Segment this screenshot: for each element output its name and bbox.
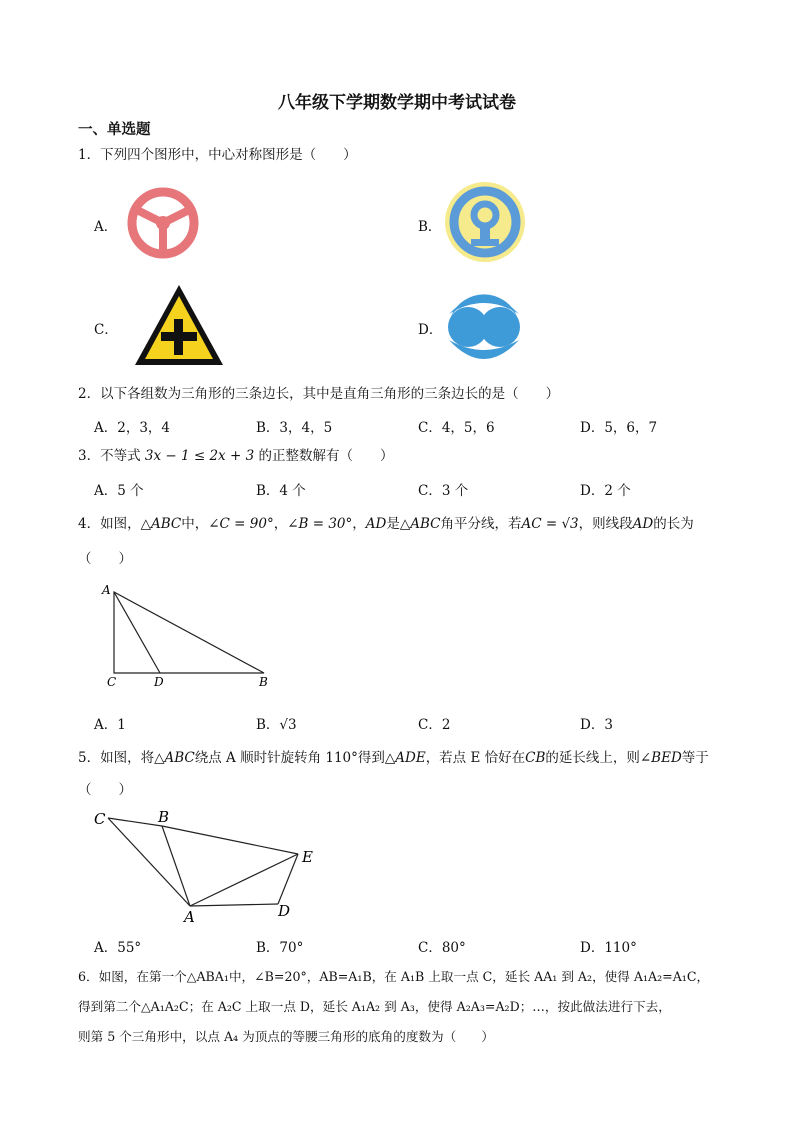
q4-text-part: ， <box>352 516 366 532</box>
q5-label-c: C <box>94 810 106 828</box>
warning-cross-sign-icon <box>133 283 225 367</box>
q2-option-a: A．2，3，4 <box>94 420 171 436</box>
q5-label-a: A <box>184 908 195 926</box>
q4-text-part: ， <box>273 516 288 532</box>
q4-label-a: A <box>102 583 111 597</box>
question-6-line-1: 6．如图，在第一个△ABA₁中，∠B=20°，AB=A₁B，在 A₁B 上取一点 C，延长 AA₁ 到 A₂，使得 A₁A₂=A₁C， <box>78 969 710 984</box>
q5-text-part: 5．如图，将 <box>78 750 155 766</box>
q2-option-b: B．3，4，5 <box>256 420 333 436</box>
q3-option-d: D．2 个 <box>580 483 631 499</box>
q5-text-part: 等于 <box>681 750 709 766</box>
railway-logo-icon <box>444 181 526 263</box>
q4-option-c: C．2 <box>418 717 451 733</box>
q2-option-d: D．5，6，7 <box>580 420 658 436</box>
section-heading: 一、单选题 <box>78 122 151 138</box>
question-2-text: 2．以下各组数为三角形的三条边长，其中是直角三角形的三条边长的是（ ） <box>78 386 560 402</box>
question-6-line-2: 得到第二个△A₁A₂C；在 A₂C 上取一点 D，延长 A₁A₂ 到 A₃，使得 A₂A₃=A₂D；…，按此做法进行下去， <box>78 999 671 1014</box>
q4-label-d: D <box>154 675 164 689</box>
blue-swirl-logo-icon <box>443 286 525 366</box>
question-5-blank: （ ） <box>78 782 132 798</box>
q4-ac-value: AC = √3 <box>521 516 579 532</box>
q5-triangle-ade: △ADE <box>384 750 426 766</box>
q5-text-part: 的延长线上，则 <box>545 750 640 766</box>
question-6-line-3: 则第 5 个三角形中，以点 A₄ 为顶点的等腰三角形的底角的度数为（ ） <box>78 1029 494 1044</box>
q4-text-part: 4．如图， <box>78 516 141 532</box>
q1-option-a-label: A． <box>94 219 118 235</box>
q3-suffix: 的正整数解有（ ） <box>258 448 394 464</box>
q4-text-part: 的长为 <box>653 516 694 532</box>
q4-segment-ad: AD <box>365 516 387 532</box>
q1-option-d-label: D． <box>418 322 443 338</box>
q2-option-c: C．4，5，6 <box>418 420 495 436</box>
q4-option-b: B．√3 <box>256 717 297 733</box>
q3-option-c: C．3 个 <box>418 483 469 499</box>
q5-label-b: B <box>158 808 170 826</box>
q5-label-d: D <box>278 902 291 920</box>
q5-rotation-figure <box>88 804 328 928</box>
question-1-text: 1．下列四个图形中，中心对称图形是（ ） <box>78 147 357 163</box>
q5-option-c: C．80° <box>418 940 466 956</box>
q4-label-b: B <box>259 675 268 689</box>
q3-inequality: 3x − 1 ≤ 2x + 3 <box>144 448 255 464</box>
q5-label-e: E <box>302 848 313 866</box>
q3-option-b: B．4 个 <box>256 483 306 499</box>
q4-option-d: D．3 <box>580 717 613 733</box>
q5-triangle-abc: △ABC <box>154 750 195 766</box>
q5-text-part: 绕点 A 顺时针旋转角 110°得到 <box>194 750 385 766</box>
q3-prefix: 3．不等式 <box>78 448 141 464</box>
q4-text-part: 是 <box>386 516 400 532</box>
q4-option-a: A．1 <box>94 717 126 733</box>
q5-angle-bed: ∠BED <box>639 750 682 766</box>
q4-triangle-abc: △ABC <box>140 516 182 532</box>
question-3-text <box>78 446 393 466</box>
question-4-text <box>78 514 694 534</box>
page-title: 八年级下学期数学期中考试试卷 <box>278 93 516 113</box>
q4-angle-b: ∠B = 30° <box>287 516 353 532</box>
question-5-text <box>78 748 709 768</box>
q5-segment-cb: CB <box>525 750 546 766</box>
q4-label-c: C <box>107 675 117 689</box>
question-4-blank: （ ） <box>78 551 132 567</box>
q5-option-a: A．55° <box>94 940 142 956</box>
q4-segment-ad: AD <box>632 516 654 532</box>
q5-option-d: D．110° <box>580 940 637 956</box>
q5-text-part: ，若点 E 恰好在 <box>425 750 526 766</box>
q1-option-c-label: C． <box>94 322 118 338</box>
q1-option-b-label: B． <box>418 219 442 235</box>
q4-angle-c: ∠C = 90° <box>208 516 274 532</box>
steering-wheel-icon <box>125 185 201 261</box>
q4-triangle-figure <box>98 580 278 690</box>
q4-text-part: 角平分线，若 <box>440 516 522 532</box>
q4-text-part: 中， <box>181 516 209 532</box>
q3-option-a: A．5 个 <box>94 483 144 499</box>
q5-option-b: B．70° <box>256 940 304 956</box>
q4-triangle-abc: △ABC <box>399 516 441 532</box>
q4-text-part: ，则线段 <box>578 516 633 532</box>
